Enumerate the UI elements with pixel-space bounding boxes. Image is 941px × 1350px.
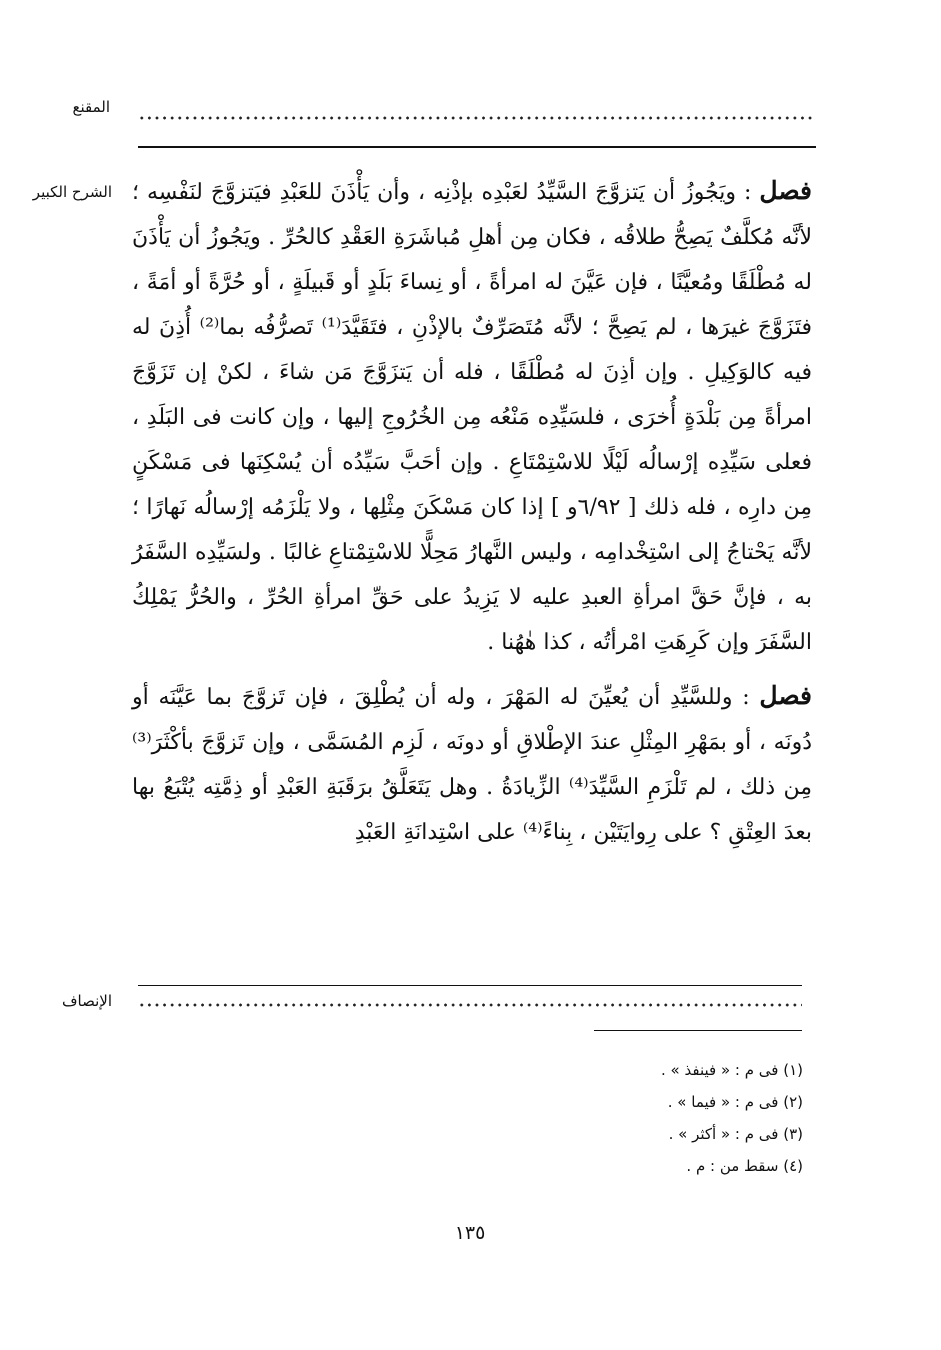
margin-label-insaf: الإنصاف bbox=[61, 992, 112, 1010]
margin-label-muqni: المقنع bbox=[72, 98, 110, 116]
middle-rule bbox=[138, 985, 802, 986]
footnote: (٢) فى م : « فيما » . bbox=[667, 1093, 803, 1111]
page-number: ١٣٥ bbox=[454, 1222, 486, 1244]
section-heading: فصل bbox=[759, 681, 812, 710]
footnote-rule bbox=[594, 1030, 802, 1031]
footnote: (٣) فى م : « أكثر » . bbox=[668, 1125, 803, 1143]
footnote: (١) فى م : « فينفذ » . bbox=[661, 1061, 803, 1079]
paragraph-text: : ويَجُوزُ أن يَتزوَّجَ السَّيِّدُ لعَبْدِه بإذْنِه ، وأن يَأْذَنَ للعَبْدِ فيَتزوَّجَ لنَفْسِه ؛ لأنَّه مُكلَّفٌ يَصِحُّ طلاقُه ، فكان مِن أهلِ مُباشَرَةِ العَقْدِ كالحُرِّ . ويَجُوزُ أن يَأْذَنَ له مُطْلَقًا ومُعيَّنًا ، فإن عَيَّنَ له امرأةً ، أو نِساءَ بَلَدٍ أو قَبيلَةٍ ، أو حُرَّةً أو أمَةً ، فتَزَوَّجَ غيرَها ، لم يَصِحَّ ؛ لأنَّه مُتَصَرِّفٌ بالإذْنِ ، فتَقَيَّدَ⁽¹⁾ تَصرُّفُه بما⁽²⁾ أُذِنَ له فيه كالوَكِيلِ . وإن أذِنَ له مُطْلَقًا ، فله أن يَتزَوَّجَ مَن شاءَ ، لكنْ إن تَزَوَّجَ امرأةً مِن بَلْدَةٍ أُخرَى ، فلسَيِّدِه مَنْعُه مِن الخُرُوجِ إليها ، وإن كانت فى البَلَدِ ، فعلى سَيِّدِه إرْسالُه لَيْلًا للاسْتِمْتَاعِ . وإن أحَبَّ سَيِّدُه أن يُسْكِنَها فى مَسْكَنٍ مِن دارِه ، فله ذلك [ ٦/٩٢و ] إذا كان مَسْكَنَ مِثْلِها ، ولا يَلْزَمُه إرْسالُه نَهارًا ؛ لأنَّه يَحْتاجُ إلى اسْتِخْدامِه ، وليس النَّهارُ مَحِلًّا للاسْتِمْتاعِ غالبًا . ولسَيِّدِه السَّفَرُ به ، فإنَّ حَقَّ امرأةِ العبدِ عليه لا يَزِيدُ على حَقِّ امرأةِ الحُرِّ ، والحُرُّ يَمْلِكُ السَّفَرَ وإن كَرِهَتِ امْرأتُه ، كذا هٰهُنا . bbox=[132, 180, 812, 655]
bottom-dotted-separator bbox=[138, 1003, 802, 1007]
main-text-block bbox=[132, 168, 812, 855]
margin-label-sharh: الشرح الكبير bbox=[32, 183, 112, 201]
section-heading: فصل bbox=[759, 176, 812, 205]
paragraph-text: : وللسَّيِّدِ أن يُعيِّنَ له المَهْرَ ، وله أن يُطْلِقَ ، فإن تَزوَّجَ بما عَيَّنَه أو دُونَه ، أو بمَهْرِ المِثْلِ عندَ الإطْلاقِ أو دونَه ، لَزِم المُسَمَّى ، وإن تَزوَّجَ بأكْثَرَ⁽³⁾ مِن ذلك ، لم تَلْزَمِ السَّيِّدَ⁽⁴⁾ الزِّيادَةُ . وهل يَتَعَلَّقُ برَقَبَةِ العَبْدِ أو ذِمَّتِه يُتْبَعُ بها بعدَ العِتْقِ ؟ على رِوايَتَيْن ، بِناءً⁽⁴⁾ على اسْتِدانَةِ العَبْدِ bbox=[132, 685, 812, 845]
footnotes bbox=[661, 1054, 803, 1182]
footnote: (٤) سقط من : م . bbox=[686, 1157, 803, 1175]
paragraph-2 bbox=[132, 673, 812, 855]
top-rule bbox=[138, 146, 816, 148]
top-dotted-separator bbox=[138, 116, 814, 120]
paragraph-1 bbox=[132, 168, 812, 665]
